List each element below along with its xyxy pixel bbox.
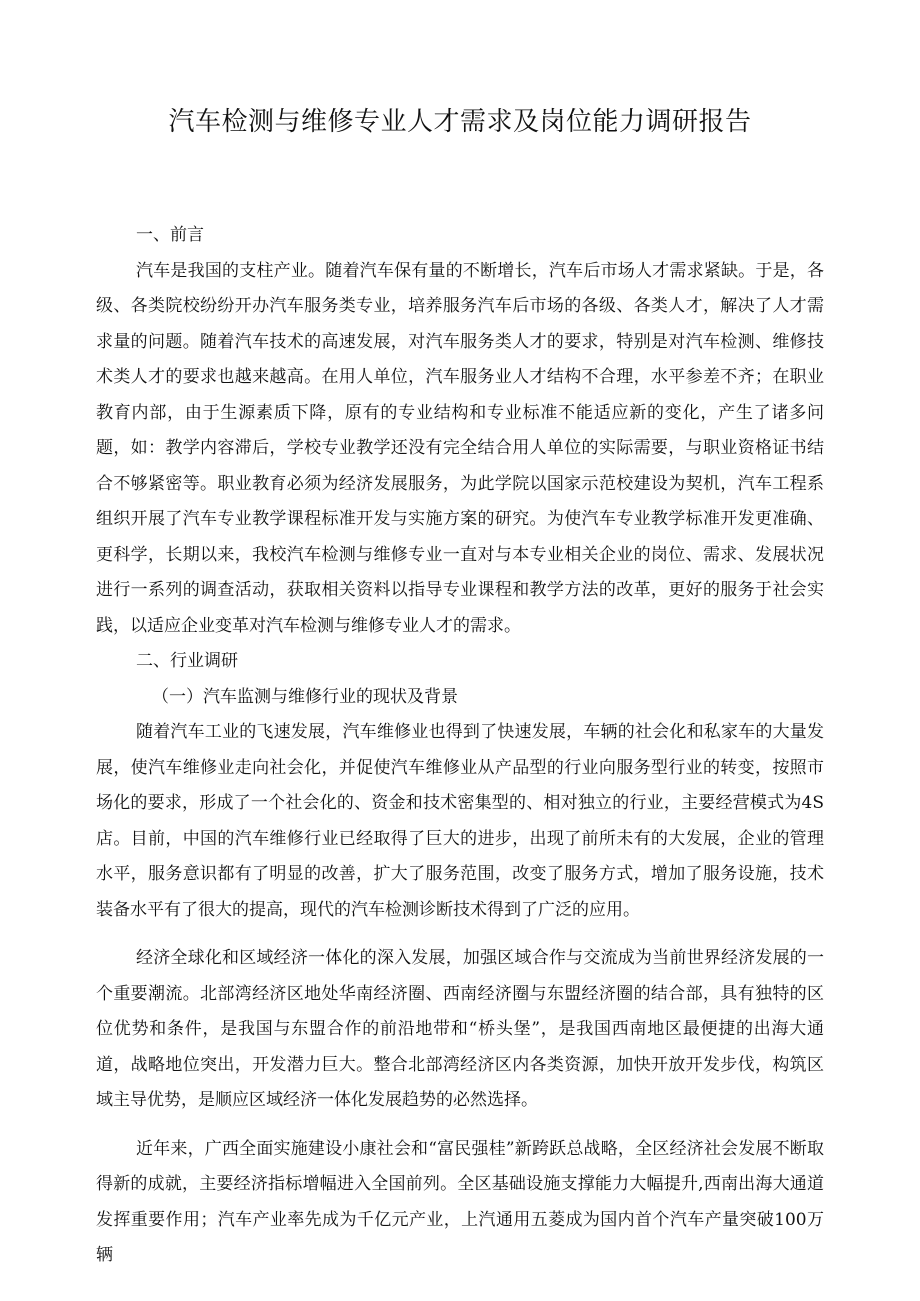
body-paragraph: 经济全球化和区域经济一体化的深入发展，加强区域合作与交流成为当前世界经济发展的一个重要潮流。北部湾经济区地处华南经济圈、西南经济圈与东盟经济圈的结合部，具有独特的区位优势和条件，是我国与东盟合作的前沿地带和“桥头堡”，是我国西南地区最便捷的出海大通道，战略地位突出，开发潜力巨大。整合北部湾经济区内各类资源，加快开放开发步伐，构筑区域主导优势，是顺应区域经济一体化发展趋势的必然选择。 bbox=[96, 948, 824, 1110]
body-paragraph: 随着汽车工业的飞速发展，汽车维修业也得到了快速发展，车辆的社会化和私家车的大量发展，使汽车维修业走向社会化，并促使汽车维修业从产品型的行业向服务型行业的转变，按照市场化的要求，形成了一个社会化的、资金和技术密集型的、相对独立的行业，主要经营模式为4S店。目前，中国的汽车维修行业已经取得了巨大的进步，出现了前所未有的大发展，企业的管理水平，服务意识都有了明显的改善，扩大了服务范围，改变了服务方式，增加了服务设施，技术装备水平有了很大的提高，现代的汽车检测诊断技术得到了广泛的应用。 bbox=[96, 722, 824, 920]
body-paragraph: 近年来，广西全面实施建设小康社会和“富民强桂”新跨跃总战略，全区经济社会发展不断取得新的成就，主要经济指标增幅进入全国前列。全区基础设施支撑能力大幅提升,西南出海大通道发挥重要作用；汽车产业率先成为千亿元产业，上汽通用五菱成为国内首个汽车产量突破100万辆 bbox=[96, 1138, 824, 1265]
subsection-heading-status-background: （一）汽车监测与维修行业的现状及背景 bbox=[152, 686, 458, 707]
preface-paragraph: 汽车是我国的支柱产业。随着汽车保有量的不断增长，汽车后市场人才需求紧缺。于是，各级、各类院校纷纷开办汽车服务类专业，培养服务汽车后市场的各级、各类人才，解决了人才需求量的问题。随着汽车技术的高速发展，对汽车服务类人才的要求，特别是对汽车检测、维修技术类人才的要求也越来越高。在用人单位，汽车服务业人才结构不合理，水平参差不齐；在职业教育内部，由于生源素质下降，原有的专业结构和专业标准不能适应新的变化，产生了诸多问题，如：教学内容滞后，学校专业教学还没有完全结合用人单位的实际需要，与职业资格证书结合不够紧密等。职业教育必须为经济发展服务，为此学院以国家示范校建设为契机，汽车工程系组织开展了汽车专业教学课程标准开发与实施方案的研究。为使汽车专业教学标准开发更准确、更科学，长期以来，我校汽车检测与维修专业一直对与本专业相关企业的岗位、需求、发展状况进行一系列的调查活动，获取相关资料以指导专业课程和教学方法的改革，更好的服务于社会实践，以适应企业变革对汽车检测与维修专业人才的需求。 bbox=[96, 260, 824, 636]
document-title: 汽车检测与维修专业人才需求及岗位能力调研报告 bbox=[168, 107, 752, 137]
section-heading-preface: 一、前言 bbox=[136, 225, 204, 245]
section-heading-industry-survey: 二、行业调研 bbox=[136, 651, 238, 671]
